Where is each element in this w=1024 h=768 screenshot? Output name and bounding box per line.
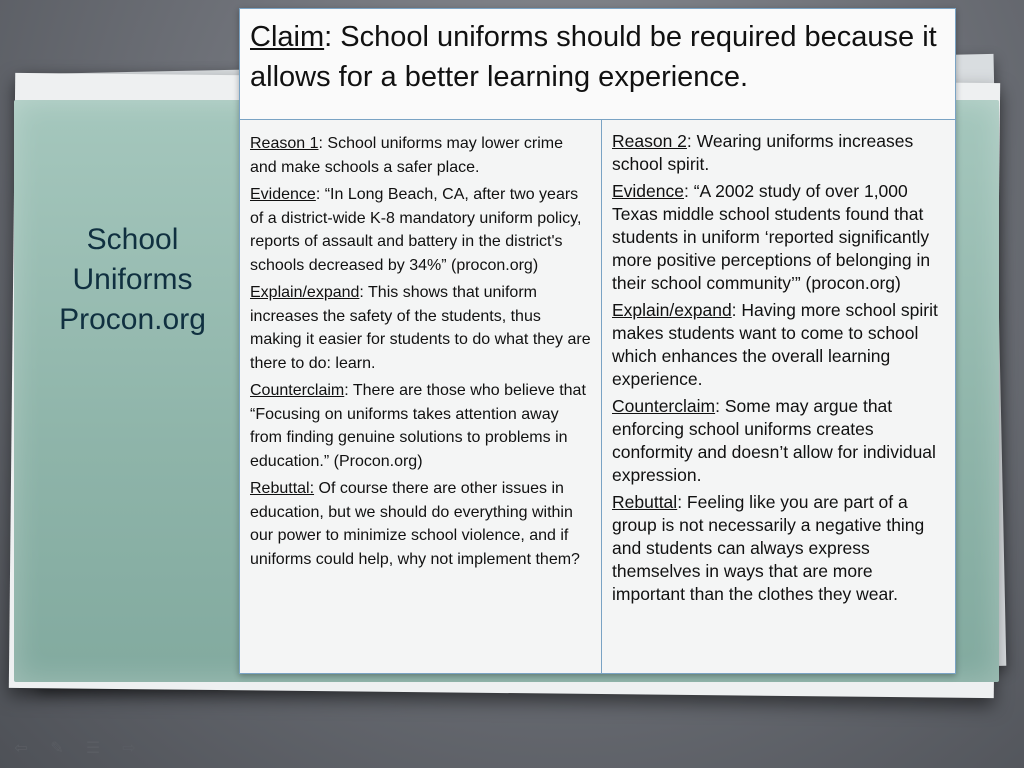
reason-1-evidence [250,183,593,277]
counter-2-text: : Some may argue that enforcing school uniforms creates conformity and doesn’t allow for individual expression. [612,396,936,485]
rebuttal-1-text: Of course there are other issues in education, but we should do everything within our power to minimize school violence, and if uniforms could help, why not implement them? [250,480,580,568]
reason-2-rebuttal [612,491,947,606]
counter-1-text: : There are those who believe that “Focusing on uniforms takes attention away from finding genuine solutions to problems in education.” (Procon.org) [250,382,586,470]
reason-1-paragraph [250,132,593,179]
reason-2-text: : Wearing uniforms increases school spirit. [612,131,914,174]
menu-icon[interactable]: ☰ [85,738,101,757]
evidence-2-text: : “A 2002 study of over 1,000 Texas middle school students found that students in uniform ‘reported significantly more positive perceptions of belonging in their school community’” (procon.org) [612,181,931,293]
evidence-1-label: Evidence [250,186,316,203]
forward-arrow-icon[interactable]: ⇨ [122,738,136,757]
reason-2-label: Reason 2 [612,131,687,151]
counter-1-label: Counterclaim [250,382,345,399]
claim-cell [240,9,955,120]
reason-1-column [240,120,602,673]
reason-2-evidence [612,180,947,295]
explain-2-text: : Having more school spirit makes students want to come to school which enhances the overall learning experience. [612,300,938,389]
argument-table [239,8,956,674]
side-title-line-2: Uniforms [72,263,193,296]
side-title [40,220,225,340]
explain-1-text: : This shows that uniform increases the safety of the students, thus making it easier for students to do what they are there to do: learn. [250,284,591,372]
explain-2-label: Explain/expand [612,300,732,320]
evidence-1-text: : “In Long Beach, CA, after two years of a district-wide K-8 mandatory uniform policy, reports of assault and battery in the district's schools decreased by 34%” (procon.org) [250,186,582,274]
claim-text: : School uniforms should be required because it allows for a better learning experience. [250,21,937,93]
rebuttal-2-label: Rebuttal [612,492,678,512]
reason-1-counterclaim [250,379,593,473]
reason-1-rebuttal [250,477,593,571]
reason-2-counterclaim [612,395,947,487]
reason-1-text: : School uniforms may lower crime and make schools a safer place. [250,135,564,176]
explain-1-label: Explain/expand [250,284,360,301]
claim-label: Claim [250,21,325,53]
reason-2-paragraph [612,130,947,176]
back-arrow-icon[interactable]: ⇦ [14,738,28,757]
pen-icon[interactable]: ✎ [50,738,64,757]
evidence-2-label: Evidence [612,181,684,201]
reason-1-explain [250,281,593,375]
reason-2-explain [612,299,947,391]
side-title-line-1: School [86,223,179,256]
rebuttal-1-label: Rebuttal: [250,480,315,497]
reason-2-column [602,120,955,673]
rebuttal-2-text: : Feeling like you are part of a group is not necessarily a negative thing and students can always express themselves in ways that are more important than the clothes they wear. [612,492,925,604]
counter-2-label: Counterclaim [612,396,716,416]
slide-nav-controls [10,738,140,757]
side-title-line-3: Procon.org [59,303,206,336]
reason-1-label: Reason 1 [250,135,319,152]
